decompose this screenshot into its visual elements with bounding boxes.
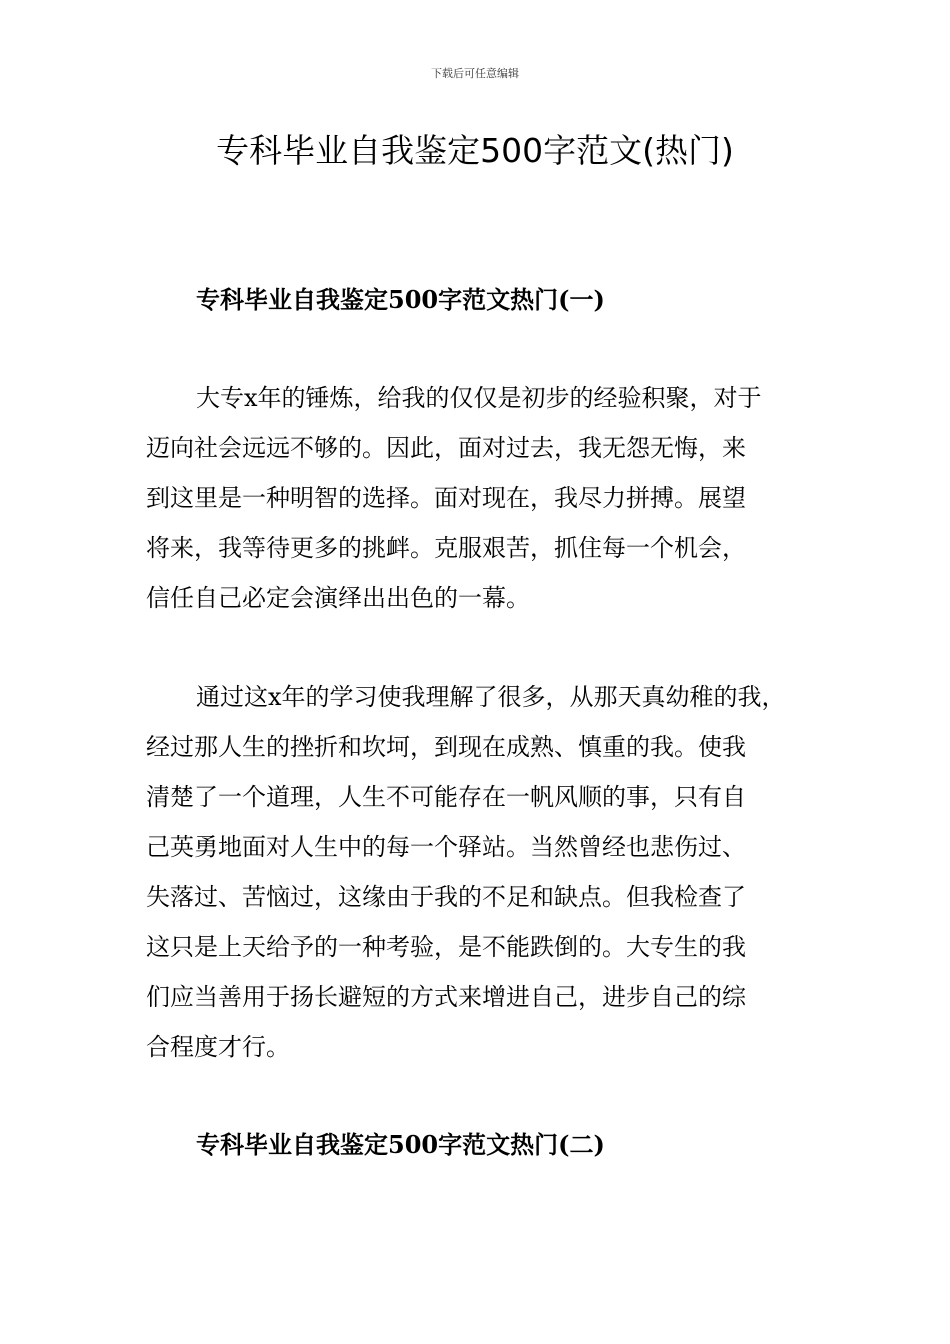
paragraph-line: 大专x年的锤炼，给我的仅仅是初步的经验积聚，对于 bbox=[196, 384, 762, 412]
paragraph-line: 信任自己必定会演绎出出色的一幕。 bbox=[146, 584, 530, 612]
paragraph-line: 经过那人生的挫折和坎坷，到现在成熟、慎重的我。使我 bbox=[146, 733, 746, 761]
paragraph-line: 通过这x年的学习使我理解了很多，从那天真幼稚的我， bbox=[196, 683, 786, 711]
paragraph-line: 失落过、苦恼过，这缘由于我的不足和缺点。但我检查了 bbox=[146, 883, 746, 911]
document-title: 专科毕业自我鉴定500字范文(热门) bbox=[216, 131, 734, 170]
paragraph-line: 到这里是一种明智的选择。面对现在，我尽力拼搏。展望 bbox=[146, 484, 746, 512]
paragraph-line: 合程度才行。 bbox=[146, 1033, 290, 1061]
paragraph-line: 这只是上天给予的一种考验，是不能跌倒的。大专生的我 bbox=[146, 933, 746, 961]
paragraph-line: 迈向社会远远不够的。因此，面对过去，我无怨无悔，来 bbox=[146, 434, 746, 462]
header-note: 下载后可任意编辑 bbox=[431, 67, 519, 80]
paragraph-line: 们应当善用于扬长避短的方式来增进自己，进步自己的综 bbox=[146, 983, 746, 1011]
paragraph-line: 清楚了一个道理，人生不可能存在一帆风顺的事，只有自 bbox=[146, 783, 746, 811]
paragraph-line: 将来，我等待更多的挑衅。克服艰苦，抓住每一个机会， bbox=[146, 534, 746, 562]
paragraph-line: 己英勇地面对人生中的每一个驿站。当然曾经也悲伤过、 bbox=[146, 833, 746, 861]
section-heading-2: 专科毕业自我鉴定500字范文热门(二) bbox=[196, 1130, 605, 1159]
paragraph-2 bbox=[146, 672, 846, 1072]
paragraph-1 bbox=[146, 373, 846, 623]
section-heading-1: 专科毕业自我鉴定500字范文热门(一) bbox=[196, 285, 605, 314]
